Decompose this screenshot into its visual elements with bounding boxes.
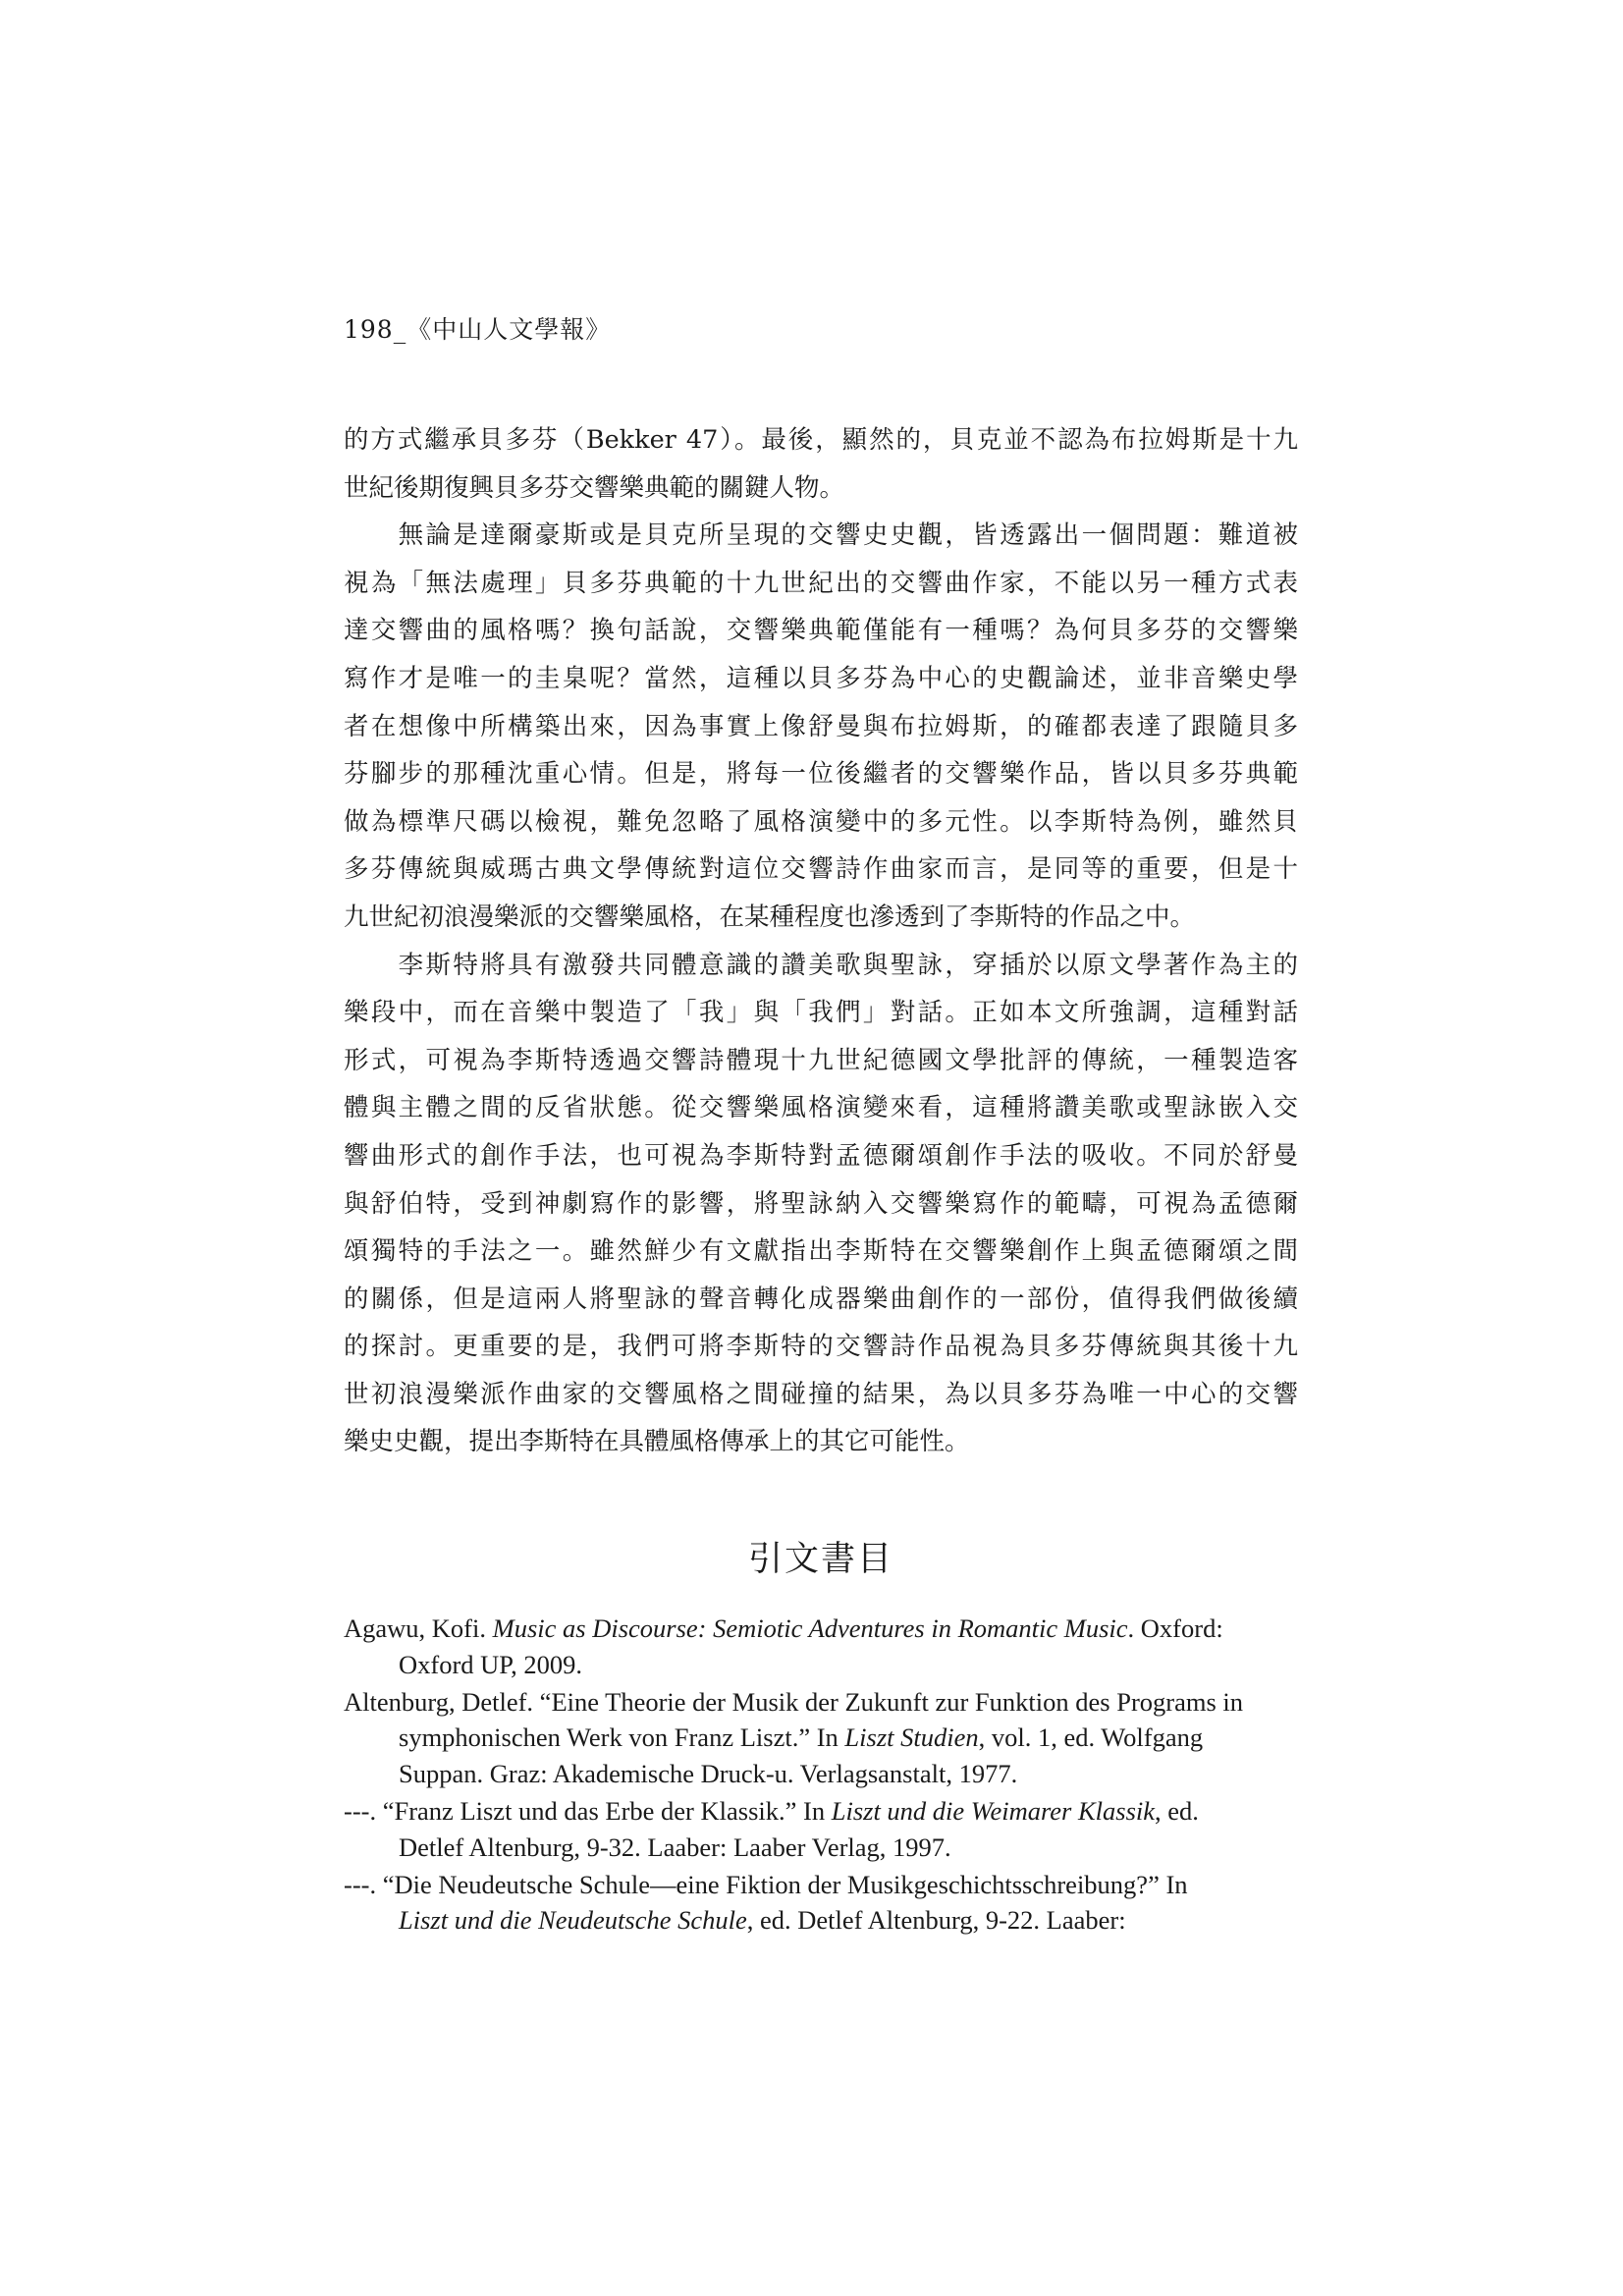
citation-text: , ed. Detlef Altenburg, 9-22. Laaber: (746, 1905, 1126, 1936)
body-line: 頌獨特的手法之一。雖然鮮少有文獻指出李斯特在交響樂創作上與孟德爾頌之間 (344, 1236, 1298, 1267)
bibliography-title: 引文書目 (747, 1540, 893, 1579)
body-line: 形式，可視為李斯特透過交響詩體現十九世紀德國文學批評的傳統，一種製造客 (344, 1045, 1298, 1075)
bibliography-entry-line (344, 1720, 1306, 1756)
body-line: 的探討。更重要的是，我們可將李斯特的交響詩作品視為貝多芬傳統與其後十九 (344, 1332, 1298, 1362)
body-line: 世初浪漫樂派作曲家的交響風格之間碰撞的結果，為以貝多芬為唯一中心的交響 (344, 1379, 1298, 1409)
body-line: 響曲形式的創作手法，也可視為李斯特對孟德爾頌創作手法的吸收。不同於舒曼 (344, 1140, 1298, 1171)
bibliography-entry (344, 1793, 1306, 1866)
bibliography-entry-line (344, 1684, 1306, 1721)
bibliography-entry (344, 1684, 1306, 1792)
body-line: 與舒伯特，受到神劇寫作的影響，將聖詠納入交響樂寫作的範疇，可視為孟德爾 (344, 1188, 1298, 1219)
bibliography-entry-line (344, 1756, 1306, 1792)
citation-text: Altenburg, Detlef. “Eine Theorie der Musik der Zukunft zur Funktion des Programs in (344, 1686, 1244, 1717)
citation-text: symphonischen Werk von Franz Liszt.” In (399, 1722, 845, 1753)
body-line: 樂史史觀，提出李斯特在具體風格傳承上的其它可能性。 (344, 1427, 970, 1457)
work-title: Liszt und die Weimarer Klassik (831, 1795, 1156, 1826)
body-line: 樂段中，而在音樂中製造了「我」與「我們」對話。正如本文所強調，這種對話 (344, 998, 1298, 1028)
bibliography-list (344, 1611, 1306, 1939)
running-head: 198_《中山人文學報》 (344, 315, 612, 344)
body-line: 視為「無法處理」貝多芬典範的十九世紀出的交響曲作家，不能以另一種方式表 (344, 568, 1298, 598)
body-line: 達交響曲的風格嗎？換句話說，交響樂典範僅能有一種嗎？為何貝多芬的交響樂 (344, 616, 1298, 646)
work-title: Liszt Studien (844, 1722, 979, 1753)
bibliography-entry-line (344, 1902, 1306, 1939)
bibliography-entry-line (344, 1611, 1306, 1647)
bibliography-entry (344, 1867, 1306, 1940)
citation-text: . Oxford: (1127, 1613, 1223, 1643)
citation-text: Detlef Altenburg, 9-32. Laaber: Laaber Verlag, 1997. (399, 1831, 951, 1862)
bibliography-entry-line (344, 1647, 1306, 1683)
work-title: Liszt und die Neudeutsche Schule (399, 1905, 747, 1936)
body-text (344, 416, 1298, 1466)
body-line: 九世紀初浪漫樂派的交響樂風格，在某種程度也滲透到了李斯特的作品之中。 (344, 902, 1196, 932)
bibliography-entry-line (344, 1867, 1306, 1903)
bibliography-entry-line (344, 1793, 1306, 1830)
work-title: Music as Discourse: Semiotic Adventures in Romantic Music (492, 1613, 1128, 1643)
body-line: 多芬傳統與威瑪古典文學傳統對這位交響詩作曲家而言，是同等的重要，但是十 (344, 854, 1298, 885)
citation-text: Suppan. Graz: Akademische Druck-u. Verlagsanstalt, 1977. (399, 1759, 1018, 1789)
body-line: 李斯特將具有激發共同體意識的讚美歌與聖詠，穿插於以原文學著作為主的 (344, 950, 1298, 980)
body-line: 世紀後期復興貝多芬交響樂典範的關鍵人物。 (344, 472, 845, 503)
citation-text: Oxford UP, 2009. (399, 1649, 582, 1679)
body-line: 的關係，但是這兩人將聖詠的聲音轉化成器樂曲創作的一部份，值得我們做後續 (344, 1284, 1298, 1314)
citation-text: Agawu, Kofi. (344, 1613, 493, 1643)
body-line: 的方式繼承貝多芬（Bekker 47）。最後，顯然的，貝克並不認為布拉姆斯是十九 (344, 425, 1298, 455)
body-line: 無論是達爾豪斯或是貝克所呈現的交響史史觀，皆透露出一個問題：難道被 (344, 520, 1298, 551)
bibliography-entry (344, 1611, 1306, 1683)
body-line: 芬腳步的那種沈重心情。但是，將每一位後繼者的交響樂作品，皆以貝多芬典範 (344, 759, 1298, 790)
citation-text: ---. “Die Neudeutsche Schule—eine Fiktion der Musikgeschichtsschreibung?” In (344, 1869, 1188, 1899)
citation-text: , ed. (1155, 1795, 1199, 1826)
body-line: 寫作才是唯一的圭臬呢？當然，這種以貝多芬為中心的史觀論述，並非音樂史學 (344, 663, 1298, 693)
body-line: 做為標準尺碼以檢視，難免忽略了風格演變中的多元性。以李斯特為例，雖然貝 (344, 806, 1298, 837)
citation-text: , vol. 1, ed. Wolfgang (978, 1722, 1204, 1753)
bibliography-entry-line (344, 1830, 1306, 1866)
citation-text: ---. “Franz Liszt und das Erbe der Klassik.” In (344, 1795, 832, 1826)
body-line: 者在想像中所構築出來，因為事實上像舒曼與布拉姆斯，的確都表達了跟隨貝多 (344, 711, 1298, 741)
body-line: 體與主體之間的反省狀態。從交響樂風格演變來看，這種將讚美歌或聖詠嵌入交 (344, 1093, 1298, 1123)
